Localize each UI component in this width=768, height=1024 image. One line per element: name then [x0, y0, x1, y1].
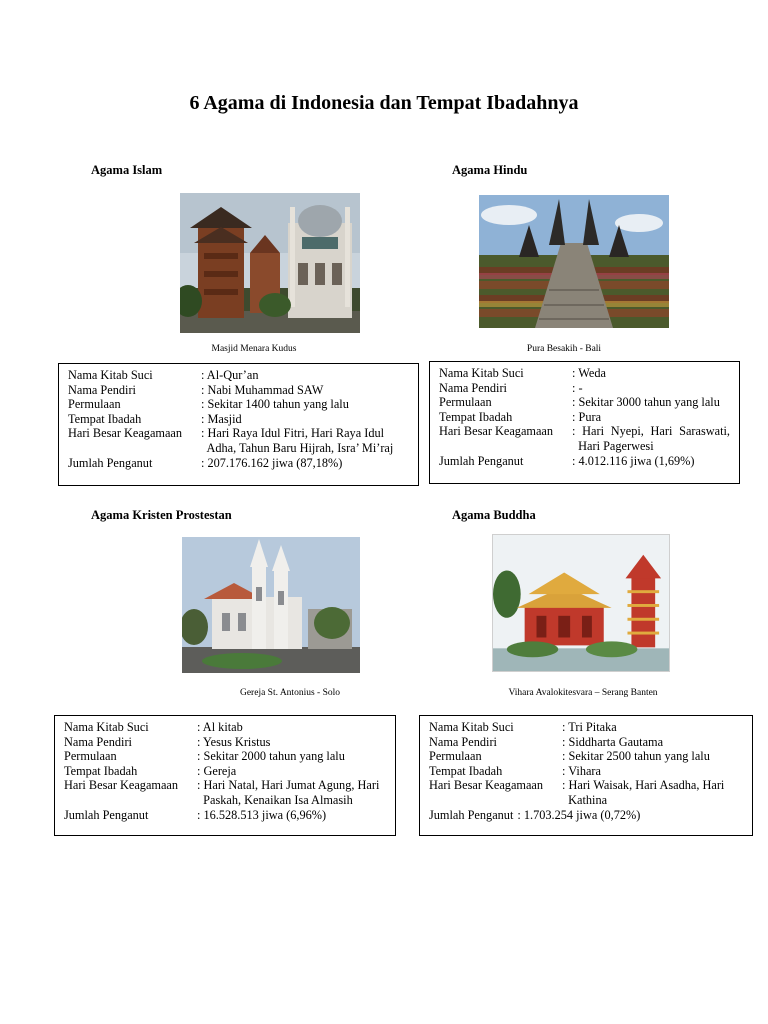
info-value: : Sekitar 2000 tahun yang lalu: [197, 749, 345, 764]
caption-kristen: Gereja St. Antonius - Solo: [239, 688, 340, 698]
heading-islam: Agama Islam: [91, 163, 163, 177]
info-label: Jumlah Penganut: [439, 453, 524, 468]
info-row: [429, 735, 743, 750]
church-photo: [182, 537, 360, 673]
info-label: Nama Kitab Suci: [68, 368, 153, 382]
info-value: : 207.176.162 jiwa (87,18%): [201, 455, 343, 470]
info-value: : Pura: [572, 409, 602, 424]
info-label: [68, 441, 201, 456]
info-row: [429, 793, 743, 808]
info-box-kristen: [54, 715, 396, 836]
info-value: Hari Pagerwesi: [572, 438, 654, 453]
info-value: : Siddharta Gautama: [562, 734, 664, 749]
info-label: Tempat Ibadah: [439, 409, 513, 424]
info-value: : Hari Nyepi, Hari Saraswati,: [572, 424, 730, 439]
info-value: : Sekitar 2500 tahun yang lalu: [562, 749, 710, 764]
info-value: : Weda: [572, 366, 606, 380]
info-label: [429, 793, 562, 808]
info-value: : Vihara: [562, 763, 601, 778]
info-value: : 1.703.254 jiwa (0,72%): [517, 807, 641, 822]
info-row: [64, 793, 386, 808]
info-row: [64, 749, 386, 764]
info-label: Permulaan: [429, 749, 482, 764]
info-value: : Tri Pitaka: [562, 720, 617, 734]
info-value: : Masjid: [201, 411, 242, 426]
info-row: [429, 764, 743, 779]
info-label: Hari Besar Keagamaan: [429, 778, 544, 793]
info-row: [439, 424, 730, 439]
heading-buddha: Agama Buddha: [452, 508, 536, 522]
info-value: : Hari Raya Idul Fitri, Hari Raya Idul: [201, 426, 385, 441]
info-row: [429, 749, 743, 764]
info-row: [68, 383, 409, 398]
info-row: [439, 410, 730, 425]
info-label: Nama Pendiri: [429, 734, 497, 749]
info-label: Tempat Ibadah: [429, 763, 503, 778]
info-row: [64, 808, 386, 823]
heading-kristen: Agama Kristen Prostestan: [91, 508, 232, 522]
info-row: [429, 720, 743, 735]
info-label: Nama Pendiri: [64, 734, 132, 749]
info-value: : Gereja: [197, 763, 237, 778]
info-value: : Sekitar 3000 tahun yang lalu: [572, 395, 720, 410]
info-value: : 4.012.116 jiwa (1,69%): [572, 453, 695, 468]
info-row: [64, 735, 386, 750]
info-row: [429, 778, 743, 793]
info-label: Nama Pendiri: [439, 380, 507, 395]
info-label: Nama Pendiri: [68, 382, 136, 397]
info-row: [68, 412, 409, 427]
info-box-islam: [58, 363, 419, 486]
info-box-buddha: [419, 715, 753, 836]
info-label: Permulaan: [64, 749, 117, 764]
info-value: : Sekitar 1400 tahun yang lalu: [201, 397, 349, 412]
info-row: [439, 439, 730, 454]
info-label: [64, 793, 197, 808]
info-row: [439, 366, 730, 381]
info-value: : Yesus Kristus: [197, 734, 271, 749]
temple-photo: [479, 195, 669, 328]
info-label: Tempat Ibadah: [68, 411, 142, 426]
page-title: 6 Agama di Indonesia dan Tempat Ibadahnya: [189, 92, 579, 114]
info-value: Kathina: [562, 792, 608, 807]
info-label: Jumlah Penganut: [64, 807, 149, 822]
info-label: Jumlah Penganut: [68, 455, 153, 470]
info-row: [439, 395, 730, 410]
info-value: Adha, Tahun Baru Hijrah, Isra’ Mi’raj: [201, 440, 394, 455]
info-label: Nama Kitab Suci: [439, 366, 524, 380]
info-label: Hari Besar Keagamaan: [68, 426, 183, 441]
info-value: : Hari Waisak, Hari Asadha, Hari: [562, 778, 725, 793]
info-label: Hari Besar Keagamaan: [439, 424, 554, 439]
info-row: [439, 381, 730, 396]
info-row: [439, 454, 730, 469]
vihara-photo: [492, 534, 670, 672]
info-label: Permulaan: [439, 395, 492, 410]
info-value: : 16.528.513 jiwa (6,96%): [197, 807, 327, 822]
info-label: Tempat Ibadah: [64, 763, 138, 778]
info-label: Permulaan: [68, 397, 121, 412]
info-value: : Al-Qur’an: [201, 368, 259, 382]
info-row: [68, 397, 409, 412]
info-row: [64, 764, 386, 779]
info-value: : Hari Natal, Hari Jumat Agung, Hari: [197, 778, 380, 793]
caption-islam: Masjid Menara Kudus: [211, 344, 297, 354]
info-row: [64, 778, 386, 793]
info-label: Jumlah Penganut: [429, 807, 514, 822]
info-label: Nama Kitab Suci: [429, 720, 514, 734]
info-row: [68, 368, 409, 383]
info-label: Hari Besar Keagamaan: [64, 778, 179, 793]
heading-hindu: Agama Hindu: [452, 163, 528, 177]
info-row: [68, 441, 409, 456]
info-row: [64, 720, 386, 735]
caption-buddha: Vihara Avalokitesvara – Serang Banten: [508, 688, 658, 698]
info-value: Paskah, Kenaikan Isa Almasih: [197, 792, 353, 807]
caption-hindu: Pura Besakih - Bali: [526, 344, 602, 354]
info-value: : Al kitab: [197, 720, 243, 734]
info-label: [439, 439, 572, 454]
info-value: : -: [572, 380, 583, 395]
info-row: [68, 426, 409, 441]
info-value: : Nabi Muhammad SAW: [201, 382, 324, 397]
info-label: Nama Kitab Suci: [64, 720, 149, 734]
mosque-photo: [180, 193, 360, 333]
info-box-hindu: [429, 361, 740, 484]
info-row: [68, 456, 409, 471]
info-row: [429, 808, 743, 823]
